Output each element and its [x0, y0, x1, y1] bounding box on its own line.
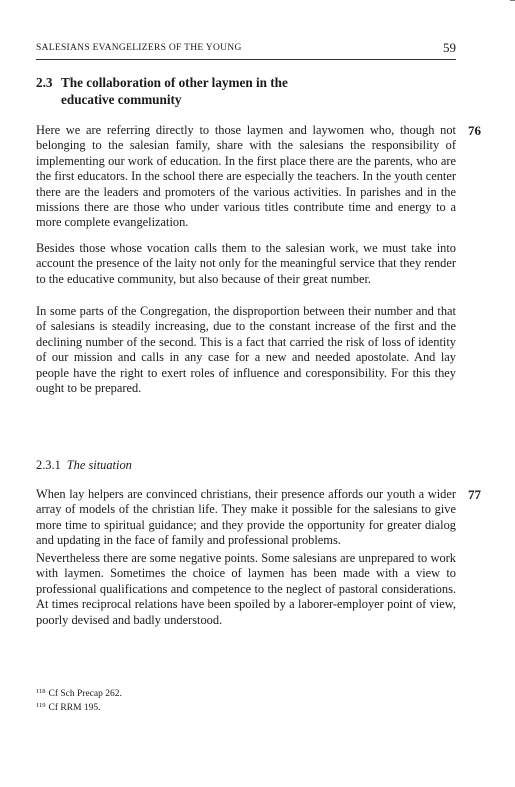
- footnote-mark: 119: [36, 702, 46, 709]
- section-number: 2.3: [36, 75, 53, 90]
- paragraph-1: Here we are referring directly to those laymen and laywomen who, though not belonging to the salesian family, share with the salesians the responsibility of implementing our work of education. In the first place there are the parents, who are the first educators. In the school there are especially the teachers. In the youth center there are the leaders and promoters of the various activities. In parishes and in the missions there are those who under various titles contribute time and energy to a more complete evangelization.: [36, 123, 456, 230]
- section-heading-line1: [36, 75, 366, 92]
- section-heading: [36, 75, 366, 108]
- footnote-119: [36, 700, 122, 714]
- section-title-line1: The collaboration of other laymen in the: [61, 75, 288, 90]
- marginal-number-76: 76: [468, 123, 481, 138]
- footnote-118: [36, 686, 122, 700]
- footnote-mark: 118: [36, 688, 46, 695]
- running-head: SALESIANS EVANGELIZERS OF THE YOUNG: [36, 43, 242, 53]
- paragraph-5: Nevertheless there are some negative points. Some salesians are unprepared to work with laymen. Sometimes the choice of laymen has been made with a view to professional qualifications and competence to the neglect of pastoral considerations. At times reciprocal relations have been spoiled by a laborer-employer point of view, poorly devised and badly understood.: [36, 551, 456, 627]
- page-header: [36, 40, 456, 60]
- section-title-line2: educative community: [61, 91, 182, 107]
- paragraph-4: When lay helpers are convinced christians, their presence affords our youth a wider array of models of the christian life. They make it possible for the salesians to give more time to spiritual guidance; and they provide the opportunity for greater dialog and updating in the face of family and professional problems.: [36, 487, 456, 548]
- page-corner-mark: [510, 0, 515, 6]
- marginal-number-77: 77: [468, 487, 481, 502]
- subsection-number: 2.3.1: [36, 458, 61, 472]
- paragraph-3: In some parts of the Congregation, the disproportion between their number and that of salesians is steadily increasing, due to the constant increase of the first and the declining number of the second. This is a fact that carried the risk of loss of identity of our mission and calls in any case for a new and needed apostolate. And lay people have the right to exert roles of influence and coresponsibility. For this they ought to be prepared.: [36, 304, 456, 396]
- footnote-text: Cf Sch Precap 262.: [48, 689, 122, 699]
- subsection-title: The situation: [66, 458, 132, 472]
- header-rule: [36, 59, 456, 60]
- page-number: 59: [443, 40, 456, 55]
- footnote-text: Cf RRM 195.: [48, 703, 101, 713]
- subsection-heading: [36, 458, 132, 473]
- footnotes: [36, 686, 122, 714]
- paragraph-2: Besides those whose vocation calls them to the salesian work, we must take into account the presence of the laity not only for the meaningful service that they render to the educative community, but also because of their great number.: [36, 241, 456, 286]
